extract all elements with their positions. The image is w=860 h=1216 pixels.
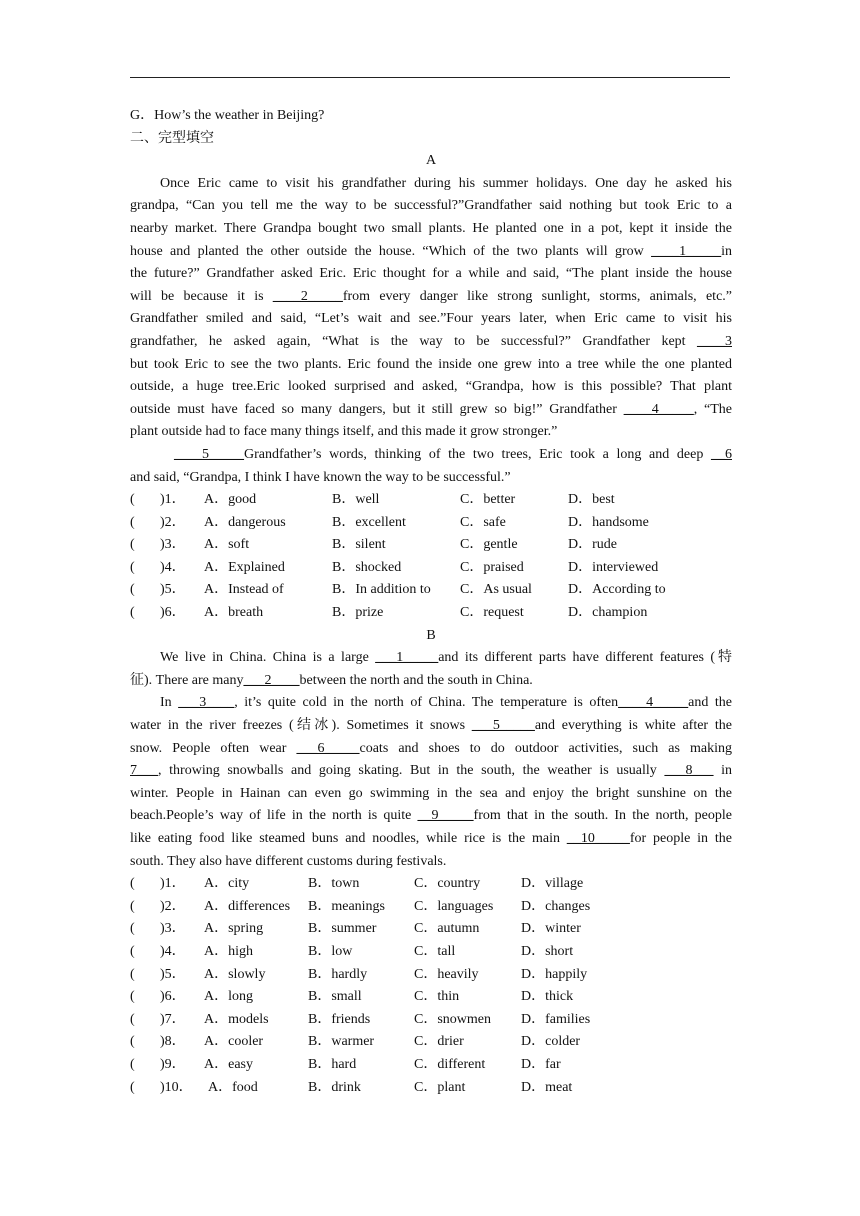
option-b: B．drink xyxy=(308,1079,361,1095)
passage-a-line: Once Eric came to visit his grandfather during his summer holidays. One day he asked his xyxy=(160,175,732,191)
option-b: B．summer xyxy=(308,921,377,937)
option-b: B．low xyxy=(308,943,353,959)
option-a: A．differences xyxy=(204,898,291,914)
passage-b-line: winter. People in Hainan can even go swimming in the sea and enjoy the bright sunshine on the xyxy=(130,785,732,801)
option-d: D．handsome xyxy=(568,514,649,530)
option-b: B．small xyxy=(308,989,362,1005)
option-c: C．country xyxy=(414,876,481,892)
option-d: D．village xyxy=(521,876,584,892)
question-row: ( )6． A．breath B．prize C．request D．champion xyxy=(130,602,732,625)
passage-b-text xyxy=(130,647,732,873)
option-a: A．city xyxy=(204,876,250,892)
answer-paren[interactable]: ( xyxy=(130,514,135,530)
option-d: D．According to xyxy=(568,582,666,598)
option-c: C．better xyxy=(460,492,516,508)
passage-a-line: grandpa, “Can you tell me the way to be successful?”Grandfather said nothing but took Eric to a xyxy=(130,198,732,214)
option-a: A．slowly xyxy=(204,966,266,982)
option-d: D．interviewed xyxy=(568,559,659,575)
option-a: A．food xyxy=(208,1079,258,1095)
option-b: B．hardly xyxy=(308,966,368,982)
passage-b-line: snow. People often wear ___6_____coats and shoes to do outdoor activities, such as making xyxy=(130,740,733,756)
passage-b-line: water in the river freezes (结冰). Sometimes it snows ___5_____and everything is white after the xyxy=(130,718,732,734)
answer-paren[interactable]: ( xyxy=(130,605,135,621)
answer-blank: 7___ xyxy=(130,763,158,779)
option-d: D．families xyxy=(521,1011,591,1027)
question-row: ( )3． A．soft B．silent C．gentle D．rude xyxy=(130,534,732,557)
option-c: C．request xyxy=(460,605,524,621)
option-b: B．meanings xyxy=(308,898,385,914)
option-a: A．models xyxy=(204,1011,269,1027)
passage-a-line: house and planted the other outside the house. “Which of the two plants will grow ____1_____in xyxy=(130,243,732,259)
option-a: A．dangerous xyxy=(204,514,286,530)
question-row: ( )4． A．high B．low C．tall D．short xyxy=(130,941,732,964)
answer-blank: ____4_____ xyxy=(623,401,694,417)
passage-a-line: will be because it is ____2_____from every danger like strong sunlight, storms, animals, etc.” xyxy=(130,288,732,304)
question-row: ( )7． A．models B．friends C．snowmen D．families xyxy=(130,1009,732,1032)
option-d: D．winter xyxy=(521,921,581,937)
answer-paren[interactable]: ( xyxy=(130,582,135,598)
passage-a-line: but took Eric to see the two plants. Eric found the inside one grew into a tree while the one planted xyxy=(130,356,732,372)
question-row: ( )1． A．good B．well C．better D．best xyxy=(130,489,732,512)
option-d: D．happily xyxy=(521,966,588,982)
answer-paren[interactable]: ( xyxy=(130,537,135,553)
document-content xyxy=(130,105,732,1099)
answer-blank: ____4_____ xyxy=(618,695,689,711)
answer-blank: __6 xyxy=(711,446,732,462)
option-b: B．friends xyxy=(308,1011,371,1027)
answer-paren[interactable]: ( xyxy=(130,1011,135,1027)
option-b: B．silent xyxy=(332,537,386,553)
answer-blank: ____5_____ xyxy=(174,446,244,462)
passage-a-line: the future?” Grandfather asked Eric. Eric thought for a while and said, “The plant inside the house xyxy=(130,266,732,282)
question-row: ( )1． A．city B．town C．country D．village xyxy=(130,873,732,896)
option-c: C．languages xyxy=(414,898,494,914)
answer-blank: ___2____ xyxy=(243,672,300,688)
passage-a-line: outside must have faced so many dangers, but it still grew so big!” Grandfather ____4_____, “The xyxy=(130,401,732,417)
answer-paren[interactable]: ( xyxy=(130,966,135,982)
option-c: C．safe xyxy=(460,514,506,530)
passage-a-line: and said, “Grandpa, I think I have known the way to be successful.” xyxy=(130,469,511,485)
option-d: D．colder xyxy=(521,1034,581,1050)
answer-blank: ____3 xyxy=(697,333,732,349)
answer-paren[interactable]: ( xyxy=(130,1056,135,1072)
passage-a-line: ____5_____Grandfather’s words, thinking of the two trees, Eric took a long and deep __6 xyxy=(174,446,732,462)
option-d: D．thick xyxy=(521,989,574,1005)
answer-blank: ___1_____ xyxy=(375,650,439,666)
option-b: B．shocked xyxy=(332,559,402,575)
option-d: D．champion xyxy=(568,605,648,621)
answer-paren[interactable]: ( xyxy=(130,1034,135,1050)
header-rule xyxy=(130,77,730,78)
answer-blank: __9_____ xyxy=(417,808,474,824)
passage-a-line: Grandfather smiled and said, “Let’s wait and see.”Four years later, when Eric came to visit his xyxy=(130,311,732,327)
option-b: B．well xyxy=(332,492,380,508)
answer-paren[interactable]: ( xyxy=(130,943,135,959)
answer-blank: ____1_____ xyxy=(651,243,722,259)
option-c: C．praised xyxy=(460,559,524,575)
option-a: A．soft xyxy=(204,537,250,553)
option-c: C．autumn xyxy=(414,921,480,937)
option-a: A．Instead of xyxy=(204,582,284,598)
passage-b-label: B xyxy=(426,627,436,643)
question-row: ( )8． A．cooler B．warmer C．drier D．colder xyxy=(130,1031,732,1054)
option-b: B．hard xyxy=(308,1056,357,1072)
option-b: B．town xyxy=(308,876,360,892)
option-d: D．best xyxy=(568,492,615,508)
question-row: ( )10． A．food B．drink C．plant D．meat xyxy=(130,1077,732,1100)
passage-a-line: nearby market. There Grandpa bought two small plants. He planted one in a pot, kept it inside the xyxy=(130,220,732,236)
passage-a-text xyxy=(130,173,732,489)
answer-paren[interactable]: ( xyxy=(130,898,135,914)
option-b: B．prize xyxy=(332,605,384,621)
option-d: D．meat xyxy=(521,1079,573,1095)
answer-blank: ___3____ xyxy=(178,695,235,711)
question-row: ( )6． A．long B．small C．thin D．thick xyxy=(130,986,732,1009)
option-c: C．different xyxy=(414,1056,486,1072)
answer-paren[interactable]: ( xyxy=(130,492,135,508)
option-d: D．rude xyxy=(568,537,617,553)
option-b: B．excellent xyxy=(332,514,406,530)
option-b: B．In addition to xyxy=(332,582,431,598)
option-a: A．easy xyxy=(204,1056,253,1072)
answer-paren[interactable]: ( xyxy=(130,876,135,892)
section-title: 二、完型填空 xyxy=(130,130,214,146)
option-d: D．far xyxy=(521,1056,561,1072)
passage-a-line: plant outside had to face many things itself, and this made it grow stronger.” xyxy=(130,424,558,440)
passage-b-line: beach.People’s way of life in the north is quite __9_____from that in the south. In the north, people xyxy=(130,808,732,824)
passage-b-line: south. They also have different customs during festivals. xyxy=(130,853,447,869)
question-row: ( )9． A．easy B．hard C．different D．far xyxy=(130,1054,732,1077)
passage-a-label: A xyxy=(425,153,437,169)
question-row: ( )5． A．Instead of B．In addition to C．As usual D．According to xyxy=(130,579,732,602)
passage-b-line: like eating food like steamed buns and noodles, while rice is the main __10_____for people in the xyxy=(130,831,732,846)
passage-b-line: 征). There are many___2____between the north and the south in China. xyxy=(130,672,533,688)
option-a: A．Explained xyxy=(204,559,285,575)
answer-paren[interactable]: ( xyxy=(130,989,135,1005)
passage-b-line: 7___, throwing snowballs and going skating. But in the south, the weather is usually ___8___ in xyxy=(130,763,733,779)
question-row: ( )4． A．Explained B．shocked C．praised D．interviewed xyxy=(130,557,732,580)
answer-blank: ___8___ xyxy=(664,763,714,779)
answer-paren[interactable]: ( xyxy=(130,1079,135,1095)
question-g: G．How’s the weather in Beijing? xyxy=(130,108,325,123)
answer-blank: __10_____ xyxy=(566,831,630,846)
option-c: C．drier xyxy=(414,1034,464,1050)
question-row: ( )3． A．spring B．summer C．autumn D．winter xyxy=(130,918,732,941)
option-c: C．As usual xyxy=(460,582,532,598)
option-a: A．cooler xyxy=(204,1034,264,1050)
option-c: C．heavily xyxy=(414,966,479,982)
option-d: D．short xyxy=(521,943,574,959)
option-a: A．good xyxy=(204,492,257,508)
answer-paren[interactable]: ( xyxy=(130,559,135,575)
option-a: A．long xyxy=(204,989,253,1005)
question-row: ( )2． A．dangerous B．excellent C．safe D．handsome xyxy=(130,512,732,535)
option-b: B．warmer xyxy=(308,1034,375,1050)
option-d: D．changes xyxy=(521,898,591,914)
answer-blank: ____2_____ xyxy=(272,288,343,304)
option-c: C．thin xyxy=(414,989,460,1005)
option-a: A．breath xyxy=(204,605,264,621)
option-a: A．spring xyxy=(204,921,264,937)
question-row: ( )5． A．slowly B．hardly C．heavily D．happily xyxy=(130,964,732,987)
option-a: A．high xyxy=(204,943,253,959)
option-c: C．tall xyxy=(414,943,456,959)
passage-b-line: We live in China. China is a large ___1_____and its different parts have different features (特 xyxy=(160,650,732,666)
passage-a-line: outside, a huge tree.Eric looked surprised and asked, “Grandpa, how is this possible? That plant xyxy=(130,379,732,395)
option-c: C．gentle xyxy=(460,537,518,553)
option-c: C．snowmen xyxy=(414,1011,491,1027)
answer-blank: ___5_____ xyxy=(471,718,535,734)
passage-a-line: grandfather, he asked again, “What is the way to be successful?” Grandfather kept ____3 xyxy=(130,333,732,349)
passage-b-questions xyxy=(130,873,732,1099)
passage-a-questions xyxy=(130,489,732,625)
passage-b-line: In ___3____, it’s quite cold in the north of China. The temperature is often____4_____and the xyxy=(160,695,732,711)
option-c: C．plant xyxy=(414,1079,466,1095)
answer-paren[interactable]: ( xyxy=(130,921,135,937)
answer-blank: ___6_____ xyxy=(296,740,360,756)
question-row: ( )2． A．differences B．meanings C．languages D．changes xyxy=(130,896,732,919)
